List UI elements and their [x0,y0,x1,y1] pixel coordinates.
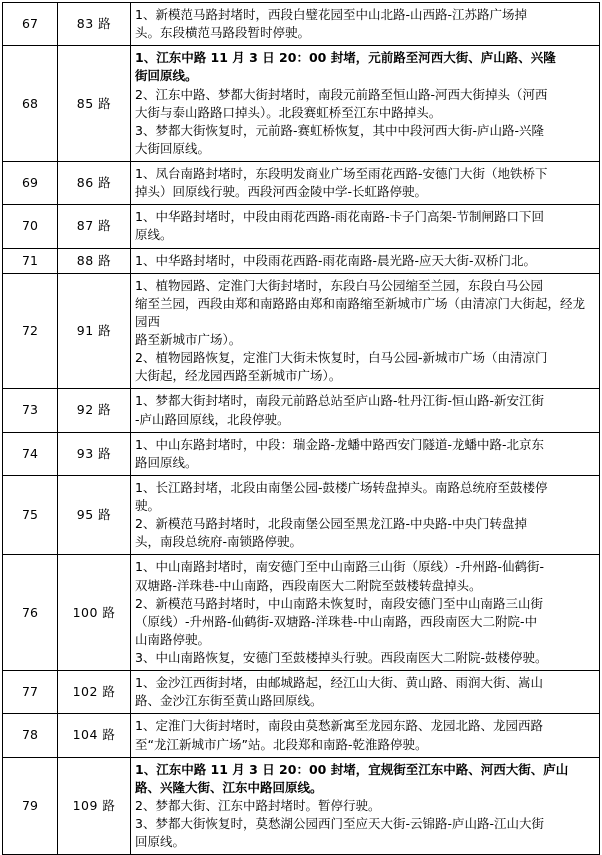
row-index: 78 [3,714,58,757]
row-description [131,757,600,855]
desc-line: 原线。 [135,227,173,243]
row-description [131,248,600,273]
row-description [131,389,600,432]
row-route: 100 路 [58,555,131,671]
table-row [3,475,600,555]
desc-line: 3、梦都大街恢复时，元前路-赛虹桥恢复，其中中段河西大街-庐山路-兴隆 [135,122,544,138]
desc-line: 2、江东中路、梦都大街封堵时，南段元前路至恒山路-河西大街掉头（河西 [135,86,548,102]
row-description [131,162,600,205]
row-index: 74 [3,432,58,475]
row-index: 75 [3,475,58,555]
row-route: 83 路 [58,3,131,46]
desc-line: 1、江东中路 11 月 3 日 20：00 封堵，元前路至河西大街、庐山路、兴隆 [135,50,556,66]
desc-line: 3、梦都大街恢复时，莫愁湖公园西门至应天大街-云锦路-庐山路-江山大街 [135,816,544,831]
row-index: 68 [3,46,58,162]
row-index: 72 [3,273,58,389]
row-index: 79 [3,757,58,855]
desc-line: 驶。 [135,498,161,513]
table-row [3,389,600,432]
row-index: 76 [3,555,58,671]
table-row [3,432,600,475]
table-row [3,46,600,162]
table-body [3,3,600,855]
desc-line: 1、凤台南路封堵时，东段明发商业广场至雨花西路-安德门大街（地铁桥下 [135,166,548,181]
table-row [3,162,600,205]
row-description [131,3,600,46]
row-description [131,432,600,475]
row-description [131,555,600,671]
row-route: 109 路 [58,757,131,855]
row-route: 88 路 [58,248,131,273]
desc-line: 回原线。 [135,834,186,850]
desc-line: 1、新模范马路封堵时，西段白璧花园至中山北路-山西路-江苏路广场掉 [135,7,527,22]
desc-line: 双塘路-洋珠巷-中山南路，西段南医大二附院至鼓楼转盘掉头。 [135,577,482,593]
row-index: 71 [3,248,58,273]
desc-line: 山南路停驶。 [135,631,211,647]
desc-line: 3、中山南路恢复，安德门至鼓楼掉头行驶。西段南医大二附院-鼓楼停驶。 [135,650,548,665]
row-route: 91 路 [58,273,131,389]
desc-line: 路、金沙江东街至黄山路回原线。 [135,693,323,709]
row-description [131,475,600,555]
desc-line: 掉头）回原线行驶。西段河西金陵中学-长虹路停驶。 [135,184,428,200]
desc-line: 1、江东中路 11 月 3 日 20：00 封堵，宜规街至江东中路、河西大街、庐山 [135,761,569,777]
desc-line: 路、兴隆大街、江东中路回原线。 [135,779,323,795]
route-adjustment-table [2,2,600,855]
row-route: 86 路 [58,162,131,205]
desc-line: 2、新模范马路封堵时，中山南路未恢复时，南段安德门至中山南路三山街 [135,595,543,611]
table-row [3,671,600,714]
table-row [3,248,600,273]
row-description [131,714,600,757]
desc-line: 2、梦都大街、江东中路封堵时。暂停行驶。 [135,797,381,813]
desc-line: 大街回原线。 [135,140,211,156]
row-route: 87 路 [58,205,131,248]
desc-line: 1、中山东路封堵时，中段：瑞金路-龙蟠中路西安门隧道-龙蟠中路-北京东 [135,436,544,452]
desc-line: 1、植物园路、定淮门大街封堵时，东段白马公园缩至兰园，东段白马公园 [135,277,543,293]
desc-line: 2、新模范马路封堵时，北段南堡公园至黑龙江路-中央路-中央门转盘掉 [135,516,527,532]
desc-line: （原线）-升州路-仙鹤街-双塘路-洋珠巷-中山南路，西段南医大二附院-中 [135,613,538,629]
row-description [131,205,600,248]
desc-line: 1、长江路封堵，北段由南堡公园-鼓楼广场转盘掉头。南路总统府至鼓楼停 [135,479,548,495]
desc-line: 头，南段总统府-南锁路停驶。 [135,534,303,550]
desc-line: 缩至兰园，西段由郑和南路路由郑和南路缩至新城市广场（由清凉门大街起，经龙园西 [135,295,586,329]
table-row [3,273,600,389]
desc-line: 1、梦都大街封堵时，南段元前路总站至庐山路-牡丹江街-恒山路-新安江街 [135,393,544,409]
desc-line: 大街与泰山路路口掉头）。北段赛虹桥至江东中路掉头。 [135,104,442,120]
row-index: 70 [3,205,58,248]
row-index: 67 [3,3,58,46]
row-route: 92 路 [58,389,131,432]
row-route: 104 路 [58,714,131,757]
row-description [131,46,600,162]
table-row [3,3,600,46]
table-row [3,205,600,248]
row-description [131,671,600,714]
desc-line: 2、植物园路恢复，定淮门大街未恢复时，白马公园-新城市广场（由清凉门 [135,350,548,366]
desc-line: 1、中华路封堵时，中段雨花西路-雨花南路-晨光路-应天大街-双桥门北。 [135,252,536,268]
desc-line: 头。东段横范马路段暂时停驶。 [135,25,311,41]
table-row [3,757,600,855]
row-route: 93 路 [58,432,131,475]
row-description [131,273,600,389]
desc-line: 路回原线。 [135,454,198,470]
desc-line: 1、中华路封堵时，中段由雨花西路-雨花南路-卡子门高架-节制闸路口下回 [135,209,544,225]
table-row [3,714,600,757]
desc-line: 街回原线。 [135,68,198,84]
row-index: 77 [3,671,58,714]
desc-line: -庐山路回原线，北段停驶。 [135,411,290,427]
table-row [3,555,600,671]
desc-line: 大街起，经龙园西路至新城市广场）。 [135,368,342,384]
row-index: 73 [3,389,58,432]
desc-line: 至“龙江新城市广场”站。北段郑和南路-乾淮路停驶。 [135,736,428,752]
desc-line: 1、金沙江西街封堵，由邮城路起，经江山大街、黄山路、雨润大街、嵩山 [135,675,543,691]
desc-line: 1、定淮门大街封堵时，南段由莫愁新寓至龙园东路、龙园北路、龙园西路 [135,718,543,734]
desc-line: 1、中山南路封堵时，南安德门至中山南路三山街（原线）-升州路-仙鹤街- [135,559,544,575]
row-route: 85 路 [58,46,131,162]
row-index: 69 [3,162,58,205]
desc-line: 路至新城市广场）。 [135,332,242,347]
row-route: 95 路 [58,475,131,555]
row-route: 102 路 [58,671,131,714]
